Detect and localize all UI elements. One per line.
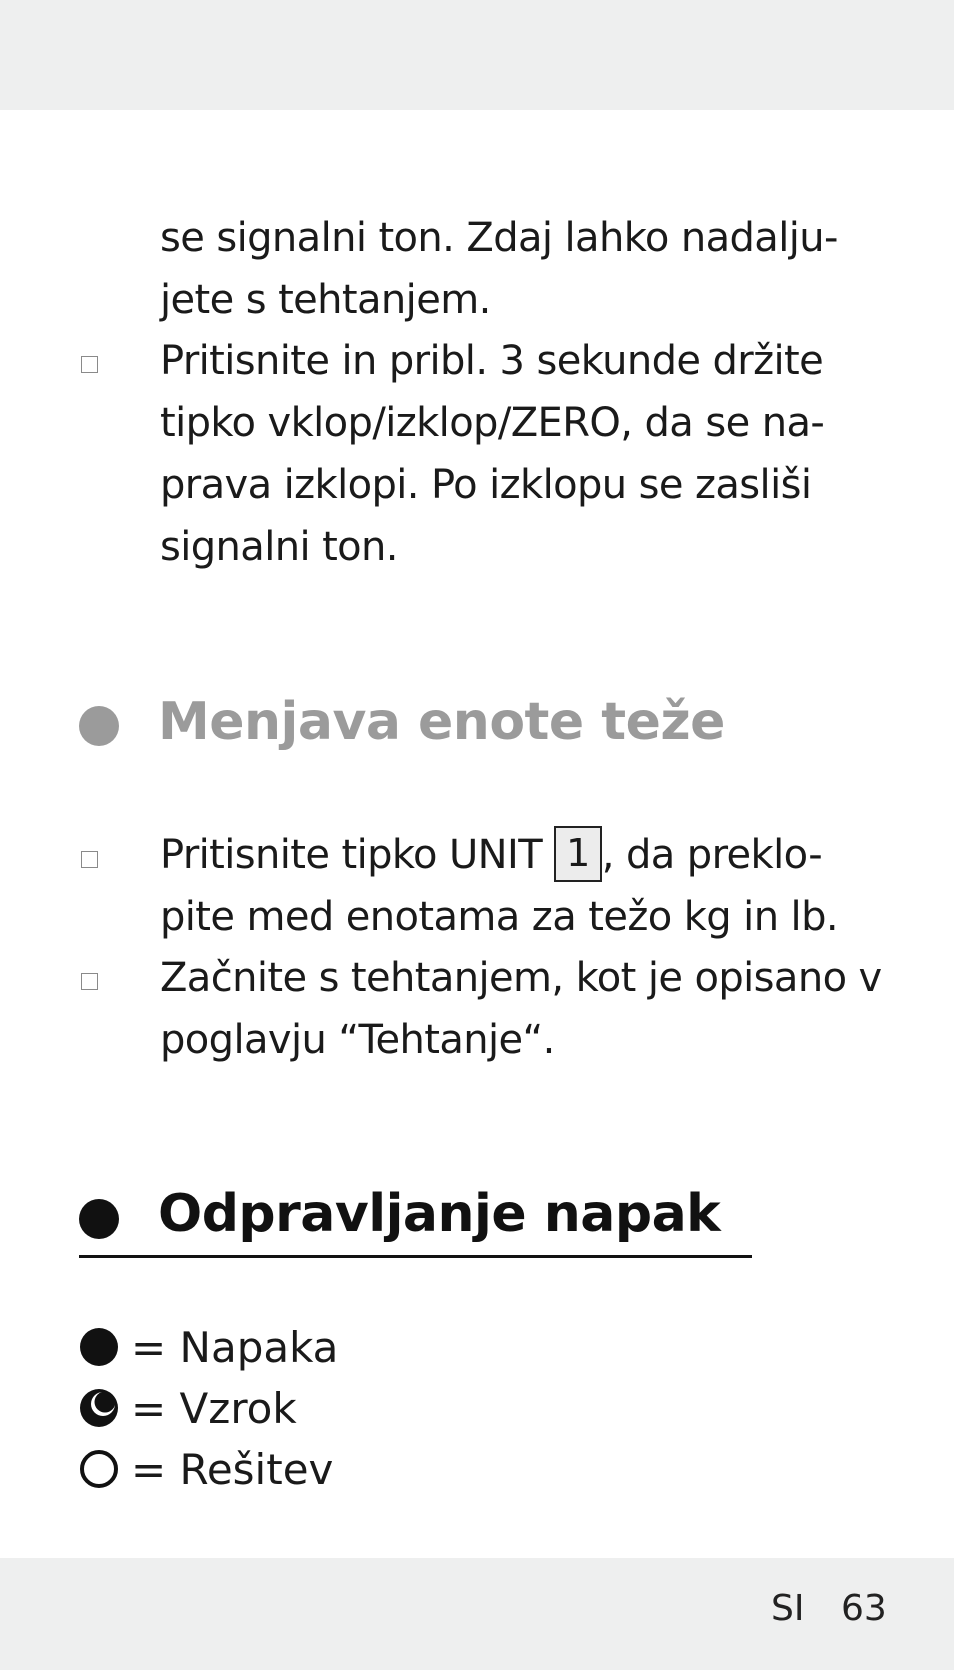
footer-language: SI bbox=[771, 1588, 805, 1629]
footer-band bbox=[0, 1558, 954, 1670]
intro-line-1: se signalni ton. Zdaj lahko nadalju- bbox=[160, 215, 838, 261]
empty-circle-icon bbox=[79, 1449, 119, 1489]
unit-step-line-2: pite med enotama za težo kg in lb. bbox=[160, 894, 838, 940]
weigh-step-line-1: Začnite s tehtanjem, kot je opisano v bbox=[160, 955, 882, 1001]
unit-step-text-a: Pritisnite tipko UNIT bbox=[160, 832, 555, 878]
half-filled-circle-icon bbox=[79, 1388, 119, 1428]
power-off-line-4: signalni ton. bbox=[160, 524, 398, 570]
heading-underline bbox=[79, 1255, 752, 1258]
legend-label: = Vzrok bbox=[131, 1383, 297, 1433]
legend-item-cause bbox=[79, 1383, 297, 1433]
header-band bbox=[0, 0, 954, 110]
legend-label: = Napaka bbox=[131, 1322, 339, 1372]
step-bullet-icon bbox=[81, 973, 98, 990]
section-heading-troubleshooting: Odpravljanje napak bbox=[158, 1184, 721, 1244]
step-bullet-icon bbox=[81, 851, 98, 868]
power-off-line-2: tipko vklop/izklop/ZERO, da se na- bbox=[160, 400, 825, 446]
section-bullet-icon bbox=[79, 1199, 119, 1239]
footer-page-number: 63 bbox=[841, 1588, 887, 1629]
intro-line-2: jete s tehtanjem. bbox=[160, 277, 491, 323]
legend-item-error bbox=[79, 1322, 339, 1372]
weigh-step-line-2: poglavju “Tehtanje“. bbox=[160, 1017, 555, 1063]
section-bullet-icon bbox=[79, 706, 119, 746]
unit-step-line-1 bbox=[160, 824, 822, 886]
legend-label: = Rešitev bbox=[131, 1444, 334, 1494]
unit-key-reference: 1 bbox=[554, 826, 602, 882]
power-off-line-3: prava izklopi. Po izklopu se zasliši bbox=[160, 462, 812, 508]
step-bullet-icon bbox=[81, 356, 98, 373]
filled-circle-icon bbox=[79, 1327, 119, 1367]
legend-item-solution bbox=[79, 1444, 334, 1494]
power-off-line-1: Pritisnite in pribl. 3 sekunde držite bbox=[160, 338, 824, 384]
section-heading-unit: Menjava enote teže bbox=[158, 692, 725, 752]
unit-step-text-b: , da preklo- bbox=[601, 832, 823, 878]
